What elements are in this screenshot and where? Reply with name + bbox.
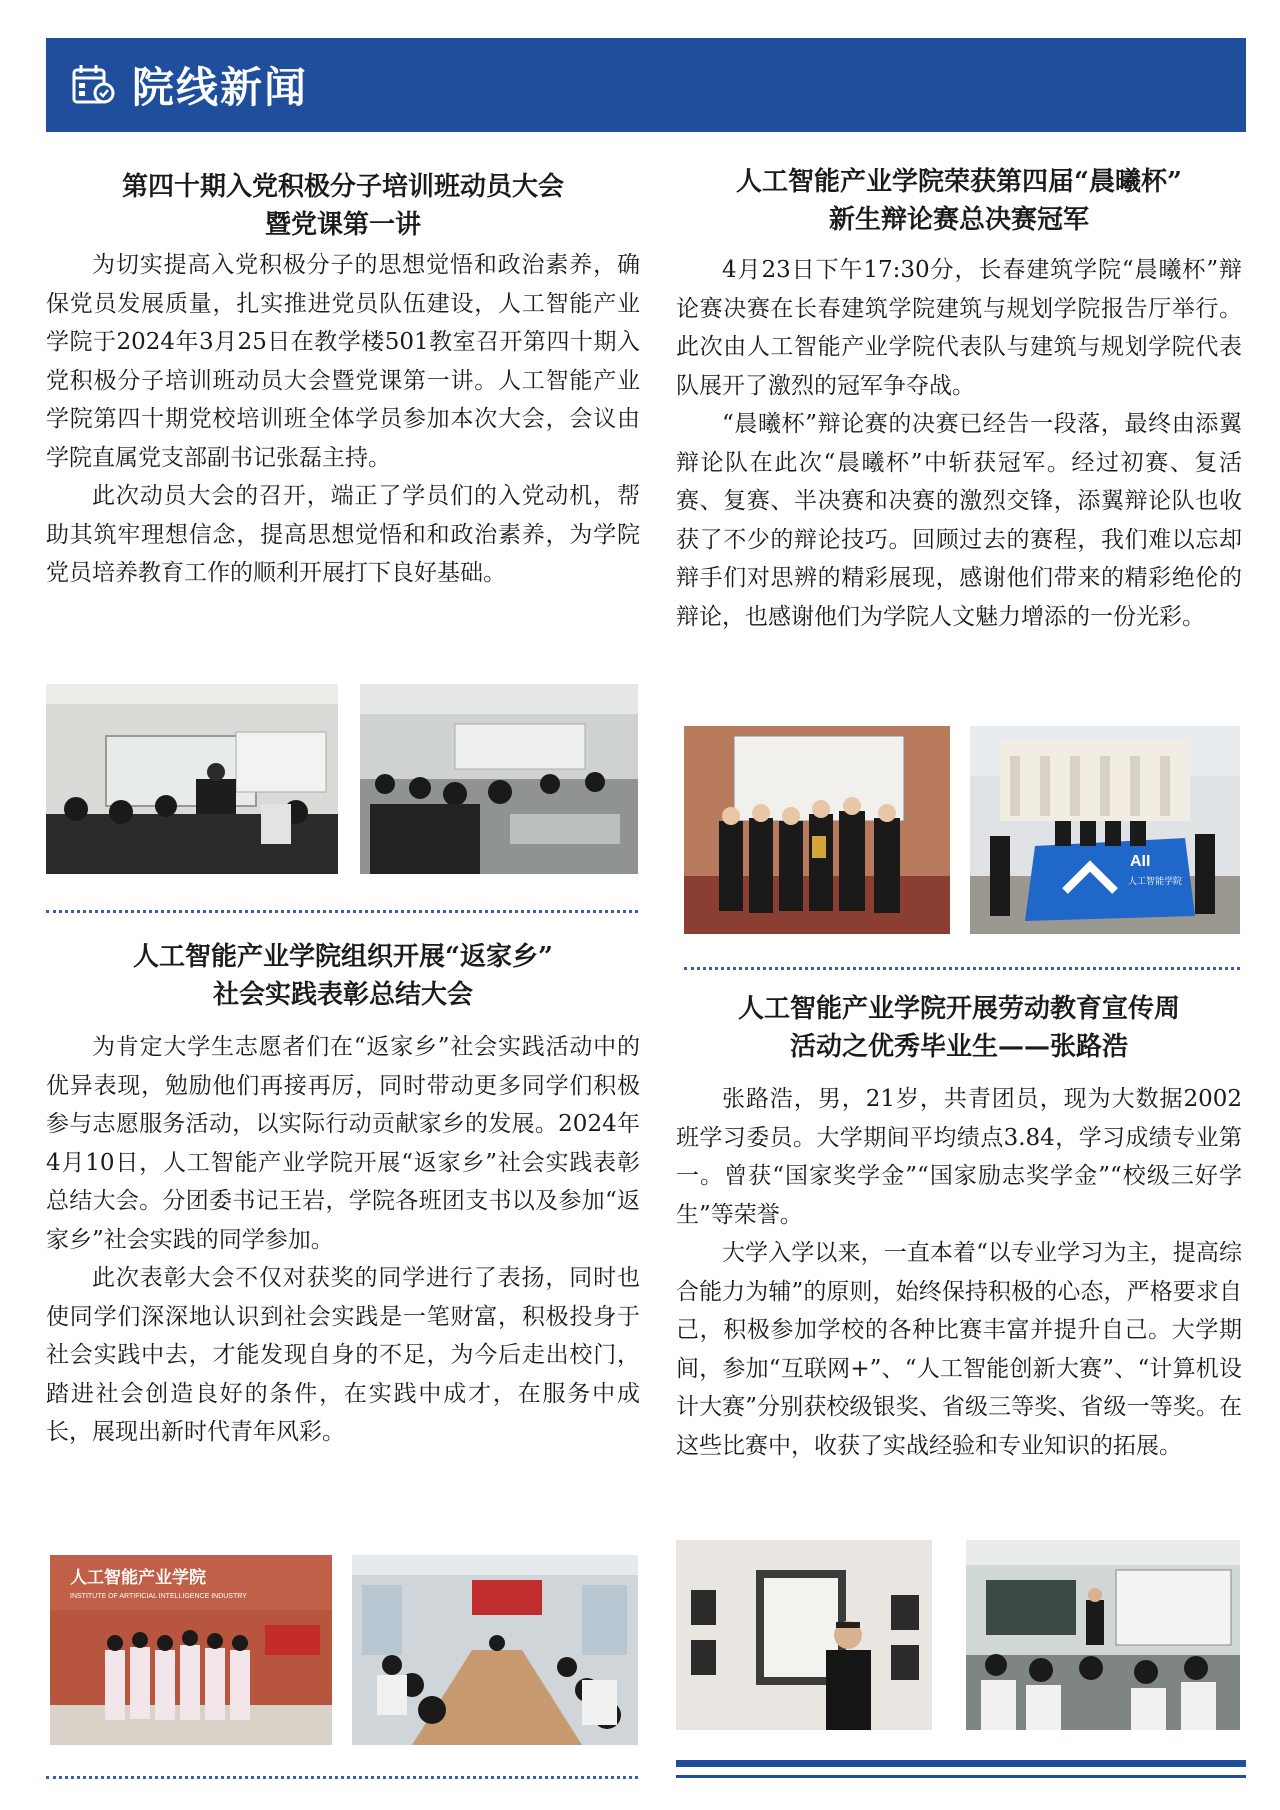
photo-graduate-portrait	[676, 1540, 932, 1730]
article-debate-championship	[676, 163, 1242, 636]
college-sign: 人工智能产业学院	[70, 1568, 206, 1588]
photo-graduate-lecture	[966, 1540, 1240, 1730]
article-title: 人工智能产业学院开展劳动教育宣传周 活动之优秀毕业生——张路浩	[737, 994, 1180, 1062]
paragraph: 大学入学以来，一直本着“以专业学习为主，提高综合能力为辅”的原则，始终保持积极的心态，严格要求自己，积极参加学校的各种比赛丰富并提升自己。大学期间，参加“互联网+”、“人工智能创新大赛”、“计算机设计大赛”分别获校级银奖、省级三等奖、省级一等奖。在这些比赛中，收获了实战经验和专业知识的拓展。	[676, 1240, 1242, 1459]
photo-debate-team-trophy	[684, 726, 950, 934]
paragraph: 为肯定大学生志愿者们在“返家乡”社会实践活动中的优异表现，勉励他们再接再厉，同时带动更多同学们积极参与志愿服务活动，以实际行动贡献家乡的发展。2024年4月10日，人工智能产业学院开展“返家乡”社会实践表彰总结大会。分团委书记王岩，学院各班团支书以及参加“返家乡”社会实践的同学参加。	[46, 1034, 640, 1253]
banner-logo: AII	[1130, 853, 1151, 870]
article-body	[46, 1028, 640, 1452]
photo-award-recipients	[50, 1555, 332, 1745]
banner-label: 人工智能学院	[1128, 877, 1183, 887]
photo-award-meeting-room	[352, 1555, 638, 1745]
photo-classroom-students	[360, 684, 638, 874]
footer-rule	[676, 1775, 1246, 1778]
paragraph: 4月23日下午17:30分，长春建筑学院“晨曦杯”辩论赛决赛在长春建筑学院建筑与规划学院报告厅举行。此次由人工智能产业学院代表队与建筑与规划学院代表队展开了激烈的冠军争夺战。	[676, 257, 1242, 399]
photo-debate-team-banner	[970, 726, 1240, 934]
article-title: 第四十期入党积极分子培训班动员大会 暨党课第一讲	[121, 172, 564, 240]
article-party-training	[46, 168, 640, 593]
paragraph: 此次表彰大会不仅对获奖的同学进行了表扬，同时也使同学们深深地认识到社会实践是一笔财富，积极投身于社会实践中去，才能发现自身的不足，为今后走出校门，踏进社会创造良好的条件，在实践中成才，在服务中成长，展现出新时代青年风彩。	[46, 1265, 640, 1445]
section-header	[46, 38, 1246, 132]
paragraph: “晨曦杯”辩论赛的决赛已经告一段落，最终由添翼辩论队在此次“晨曦杯”中斩获冠军。经过初赛、复活赛、复赛、半决赛和决赛的激烈交锋，添翼辩论队也收获了不少的辩论技巧。回顾过去的赛程，我们难以忘却辩手们对思辨的精彩展现，感谢他们带来的精彩绝伦的辩论，也感谢他们为学院人文魅力增添的一份光彩。	[676, 411, 1242, 630]
section-title: 院线新闻	[132, 63, 309, 112]
article-body	[46, 246, 640, 593]
news-calendar-icon	[68, 60, 118, 110]
article-outstanding-graduate	[676, 990, 1242, 1465]
footer-rule	[676, 1760, 1246, 1767]
paragraph: 此次动员大会的召开，端正了学员们的入党动机，帮助其筑牢理想信念，提高思想觉悟和和政治素养，为学院党员培养教育工作的顺利开展打下良好基础。	[46, 483, 640, 586]
article-title: 人工智能产业学院荣获第四届“晨曦杯” 新生辩论赛总决赛冠军	[736, 167, 1182, 235]
article-title: 人工智能产业学院组织开展“返家乡” 社会实践表彰总结大会	[133, 942, 553, 1010]
college-sign-en: INSTITUTE OF ARTIFICIAL INTELLIGENCE INDUSTRY	[70, 1593, 247, 1600]
divider	[46, 910, 638, 913]
article-body	[676, 1080, 1242, 1465]
paragraph: 张路浩，男，21岁，共青团员，现为大数据2002班学习委员。大学期间平均绩点3.84，学习成绩专业第一。曾获“国家奖学金”“国家励志奖学金”“校级三好学生”等荣誉。	[676, 1086, 1242, 1228]
divider	[46, 1776, 638, 1779]
article-hometown-practice	[46, 938, 640, 1452]
photo-classroom-lecture	[46, 684, 338, 874]
article-body	[676, 251, 1242, 636]
divider	[684, 967, 1240, 970]
paragraph: 为切实提高入党积极分子的思想觉悟和政治素养，确保党员发展质量，扎实推进党员队伍建设，人工智能产业学院于2024年3月25日在教学楼501教室召开第四十期入党积极分子培训班动员大会暨党课第一讲。人工智能产业学院第四十期党校培训班全体学员参加本次大会，会议由学院直属党支部副书记张磊主持。	[46, 252, 640, 471]
